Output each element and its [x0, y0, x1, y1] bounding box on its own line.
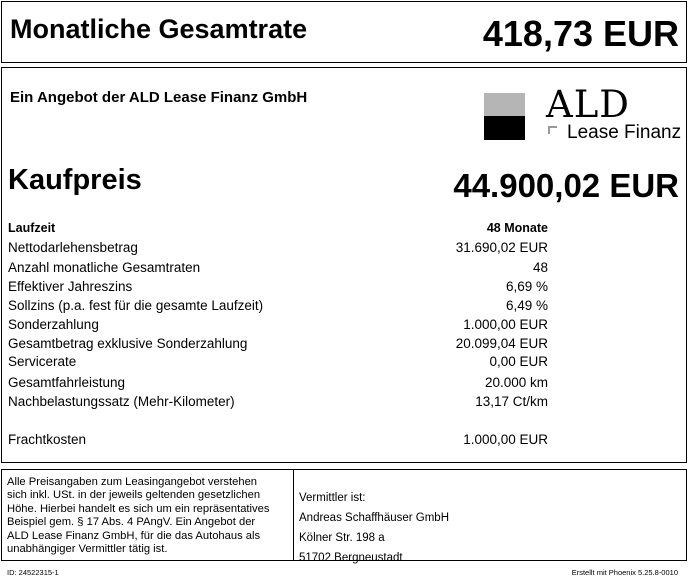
agent-info [299, 488, 449, 568]
legal-notice [7, 476, 291, 556]
detail-value: 13,17 Ct/km [475, 394, 548, 409]
details-table [8, 221, 554, 451]
detail-value: 6,49 % [505, 298, 548, 313]
detail-label: Laufzeit [8, 221, 56, 235]
detail-value: 1.000,00 EUR [463, 317, 548, 332]
detail-label: Effektiver Jahreszins [8, 279, 133, 294]
purchase-price-value: 44.900,02 EUR [453, 167, 679, 204]
detail-row [8, 354, 554, 375]
logo-black-square [484, 116, 525, 140]
logo-wordmark: ALD [546, 83, 630, 126]
header-box [1, 1, 687, 63]
detail-value: 48 Monate [486, 221, 548, 235]
detail-value: 6,69 % [505, 279, 548, 294]
agent-city: 51702 Bergneustadt [299, 552, 403, 564]
legal-line: Beispiel gem. § 17 Abs. 4 PAngV. Ein Angebot der [7, 516, 256, 529]
offer-details-box [1, 67, 687, 463]
agent-box [293, 469, 687, 564]
offer-provider-text: Ein Angebot der ALD Lease Finanz GmbH [10, 89, 308, 106]
detail-row [8, 317, 554, 336]
detail-label: Anzahl monatliche Gesamtraten [8, 259, 201, 275]
detail-value: 1.000,00 EUR [463, 432, 548, 447]
created-with-note: Erstellt mit Phoenix 5.25.8-0010 [571, 568, 678, 577]
detail-row [8, 394, 554, 432]
legal-line: Höhe. Hierbei handelt es sich um ein repräsentatives [7, 502, 270, 515]
logo-grey-square [484, 93, 525, 116]
logo-bracket-icon [548, 126, 557, 134]
monthly-rate-amount: 418,73 EUR [482, 13, 679, 54]
ald-logo [482, 83, 684, 144]
legal-line: ALD Lease Finanz GmbH, für die das Autohaus als [7, 529, 261, 542]
detail-label: Nachbelastungssatz (Mehr-Kilometer) [8, 394, 235, 409]
agent-name: Andreas Schaffhäuser GmbH [299, 512, 450, 524]
detail-label: Gesamtbetrag exklusive Sonderzahlung [8, 336, 248, 351]
legal-line: Alle Preisangaben zum Leasingangebot verstehen [7, 476, 258, 488]
detail-row [8, 298, 554, 317]
detail-value: 20.099,04 EUR [455, 336, 548, 351]
detail-label: Sollzins (p.a. fest für die gesamte Laufzeit) [8, 298, 264, 313]
document-id: ID: 24522315-1 [7, 568, 59, 577]
legal-line: sich inkl. USt. in der jeweils geltenden gesetzlichen [7, 489, 261, 502]
detail-label: Nettodarlehensbetrag [8, 240, 138, 255]
detail-row [8, 375, 554, 394]
detail-row [8, 260, 554, 280]
detail-row [8, 336, 554, 354]
legal-line: unabhängiger Vermittler tätig ist. [7, 543, 168, 556]
detail-value: 0,00 EUR [489, 354, 548, 369]
legal-notice-box [1, 469, 294, 561]
detail-label: Gesamtfahrleistung [8, 375, 126, 390]
detail-row [8, 432, 554, 451]
detail-value: 48 [532, 259, 548, 275]
detail-label: Frachtkosten [8, 432, 87, 447]
detail-row [8, 221, 554, 240]
agent-street: Kölner Str. 198 a [299, 532, 385, 544]
logo-subline: Lease Finanz [567, 122, 682, 143]
monthly-rate-title: Monatliche Gesamtrate [10, 14, 308, 44]
purchase-price-label: Kaufpreis [8, 164, 142, 196]
agent-heading: Vermittler ist: [299, 492, 366, 504]
detail-label: Servicerate [8, 354, 77, 369]
detail-label: Sonderzahlung [8, 317, 99, 332]
detail-value: 31.690,02 EUR [455, 240, 548, 255]
detail-row [8, 279, 554, 298]
detail-value: 20.000 km [484, 375, 548, 390]
detail-row [8, 240, 554, 260]
